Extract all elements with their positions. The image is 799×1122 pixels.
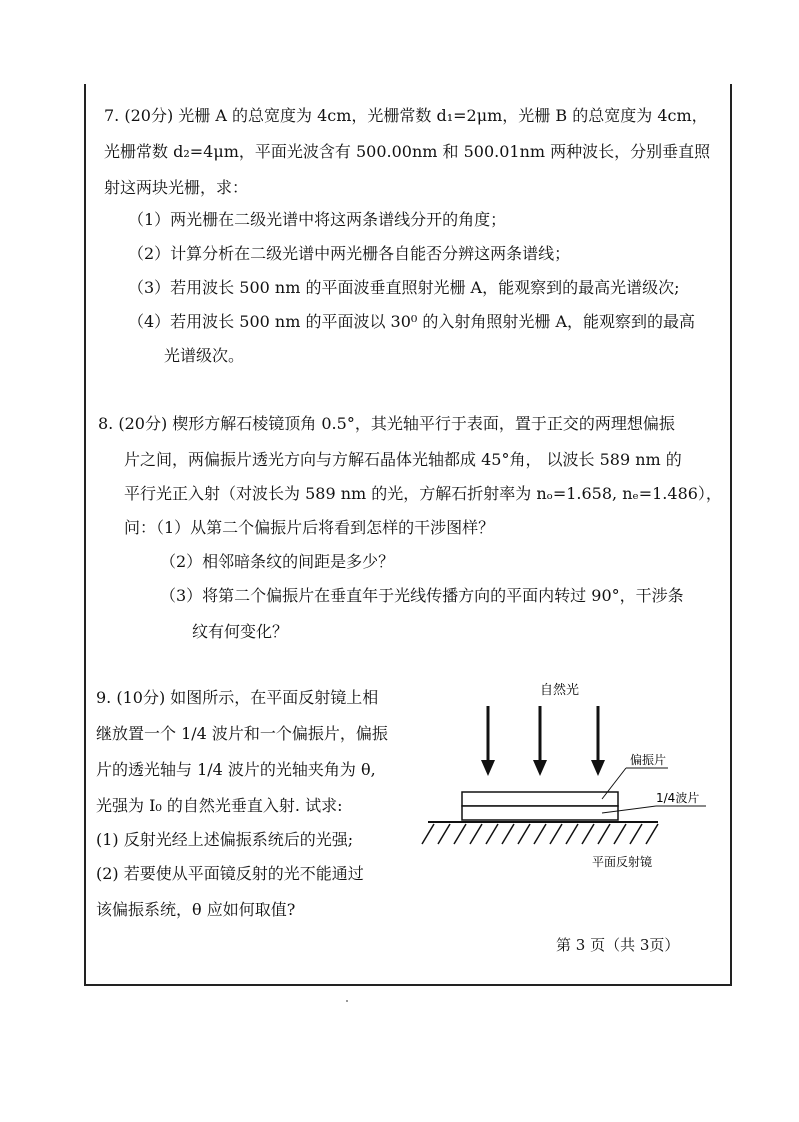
scan-speck (346, 1000, 348, 1002)
q8-line-1: 8. (20分) 楔形方解石棱镜顶角 0.5°，其光轴平行于表面，置于正交的两理想偏振 (98, 414, 675, 433)
q9-line-2: 继放置一个 1/4 波片和一个偏振片，偏振 (96, 724, 388, 743)
polarizer-diagram (420, 672, 710, 872)
arrow-3-head (591, 760, 605, 776)
label-polarizer: 偏振片 (630, 753, 667, 767)
q7-line-7: （4）若用波长 500 nm 的平面波以 30⁰ 的入射角照射光栅 A，能观察到的最高 (128, 312, 696, 331)
arrow-1-head (481, 760, 495, 776)
q8-line-5: （2）相邻暗条纹的间距是多少？ (160, 552, 395, 571)
q8-line-3: 平行光正入射（对波长为 589 nm 的光，方解石折射率为 nₒ=1.658, nₑ=1.486）， (124, 484, 722, 503)
q9-line-5: (1) 反射光经上述偏振系统后的光强; (96, 830, 354, 849)
polarizer-plate (462, 792, 618, 806)
q7-line-1: 7. (20分) 光栅 A 的总宽度为 4cm，光栅常数 d₁=2μm，光栅 B 的总宽度为 4cm， (104, 106, 708, 125)
q7-line-4: （1）两光栅在二级光谱中将这两条谱线分开的角度； (128, 210, 507, 229)
q7-line-5: （2）计算分析在二级光谱中两光栅各自能否分辨这两条谱线； (128, 244, 571, 263)
q9-line-1: 9. (10分) 如图所示，在平面反射镜上相 (96, 688, 379, 707)
incident-light-arrows (481, 706, 605, 776)
q7-line-3: 射这两块光栅，求： (104, 178, 249, 197)
q9-line-6: (2) 若要使从平面镜反射的光不能通过 (96, 864, 364, 883)
mirror-hatching (422, 824, 658, 844)
q9-line-7: 该偏振系统，θ 应如何取值? (96, 900, 296, 919)
q8-line-7: 纹有何变化？ (192, 622, 289, 641)
q7-line-8: 光谱级次。 (164, 346, 245, 365)
quarter-wave-plate (462, 806, 618, 820)
q9-line-4: 光强为 I₀ 的自然光垂直入射. 试求: (96, 796, 343, 815)
q8-line-6: （3）将第二个偏振片在垂直年于光线传播方向的平面内转过 90°，干涉条 (160, 586, 684, 605)
q8-line-2: 片之间，两偏振片透光方向与方解石晶体光轴都成 45°角， 以波长 589 nm 的 (124, 450, 682, 469)
q8-line-4: 问：（1）从第二个偏振片后将看到怎样的干涉图样？ (124, 518, 495, 537)
q7-line-6: （3）若用波长 500 nm 的平面波垂直照射光栅 A，能观察到的最高光谱级次; (128, 278, 680, 297)
label-natural-light: 自然光 (540, 683, 580, 698)
page-number: 第 3 页（共 3页） (556, 936, 680, 954)
label-mirror: 平面反射镜 (592, 855, 653, 869)
q9-line-3: 片的透光轴与 1/4 波片的光轴夹角为 θ, (96, 760, 376, 779)
arrow-2-head (533, 760, 547, 776)
q7-line-2: 光栅常数 d₂=4μm，平面光波含有 500.00nm 和 500.01nm 两种波长，分别垂直照 (104, 142, 711, 161)
label-quarter-wave-plate: 1/4波片 (656, 791, 700, 805)
